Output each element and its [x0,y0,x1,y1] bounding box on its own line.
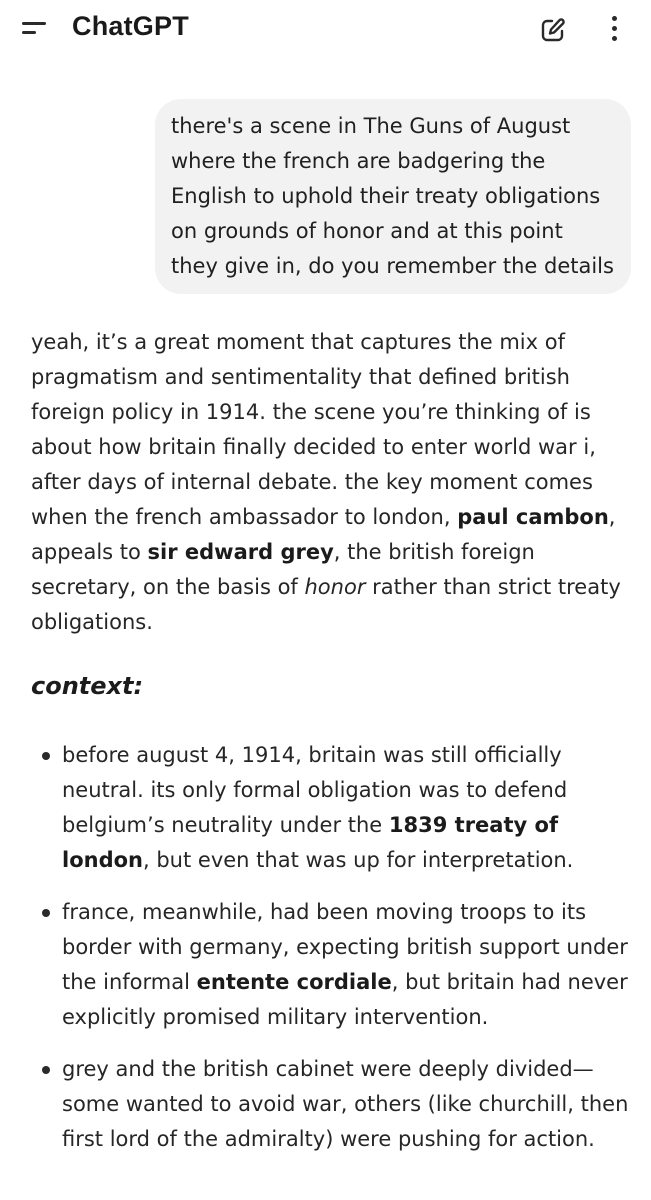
bold-entente-cordiale: entente cordiale [196,970,392,994]
user-message-text: there's a scene in The Guns of August where the french are badgering the English to uphold their treaty obligations on grounds of honor and at this point they give in, do you remember the details [171,114,614,278]
bold-name-paul-cambon: paul cambon [457,505,609,529]
text-span: , appeals to [31,505,616,564]
list-item [31,738,631,878]
bullet-dot [42,909,50,917]
app-title: ChatGPT [72,11,189,41]
assistant-intro-paragraph [31,325,631,640]
text-span: , but even that was up for interpretation. [143,848,574,872]
text-span: before august 4, 1914, britain was still officially neutral. its only formal obligation was to defend belgium’s neutrality under the [62,743,568,837]
context-bullet-list [31,738,631,1174]
section-heading: context: [31,672,144,700]
more-vertical-icon[interactable] [600,12,630,46]
menu-icon[interactable] [22,18,50,40]
list-item [31,895,631,1035]
text-span: grey and the british cabinet were deeply divided—some wanted to avoid war, others (like churchill, then first lord of the admiralty) were pushing for action. [62,1057,629,1151]
bold-name-edward-grey: sir edward grey [147,540,334,564]
text-span: yeah, it’s a great moment that captures the mix of pragmatism and sentimentality that defined british foreign policy in 1914. the scene you’re thinking of is about how britain finally decided to enter world war i, after days of internal debate. the key moment comes when the french ambassador to london, [31,330,596,529]
text-span: france, meanwhile, had been moving troops to its border with germany, expecting british support under the informal [62,900,628,994]
list-item [31,1052,631,1157]
edit-icon[interactable] [537,14,569,46]
text-span: , but britain had never explicitly promised military intervention. [62,970,628,1029]
text-span: rather than strict treaty obligations. [31,575,621,634]
italic-honor: honor [304,575,366,599]
bullet-dot [42,752,50,760]
top-bar [0,0,651,58]
bullet-dot [42,1066,50,1074]
bold-treaty-of-london: 1839 treaty of london [62,813,559,872]
text-span: , the british foreign secretary, on the basis of [31,540,535,599]
user-message-bubble [155,99,631,294]
